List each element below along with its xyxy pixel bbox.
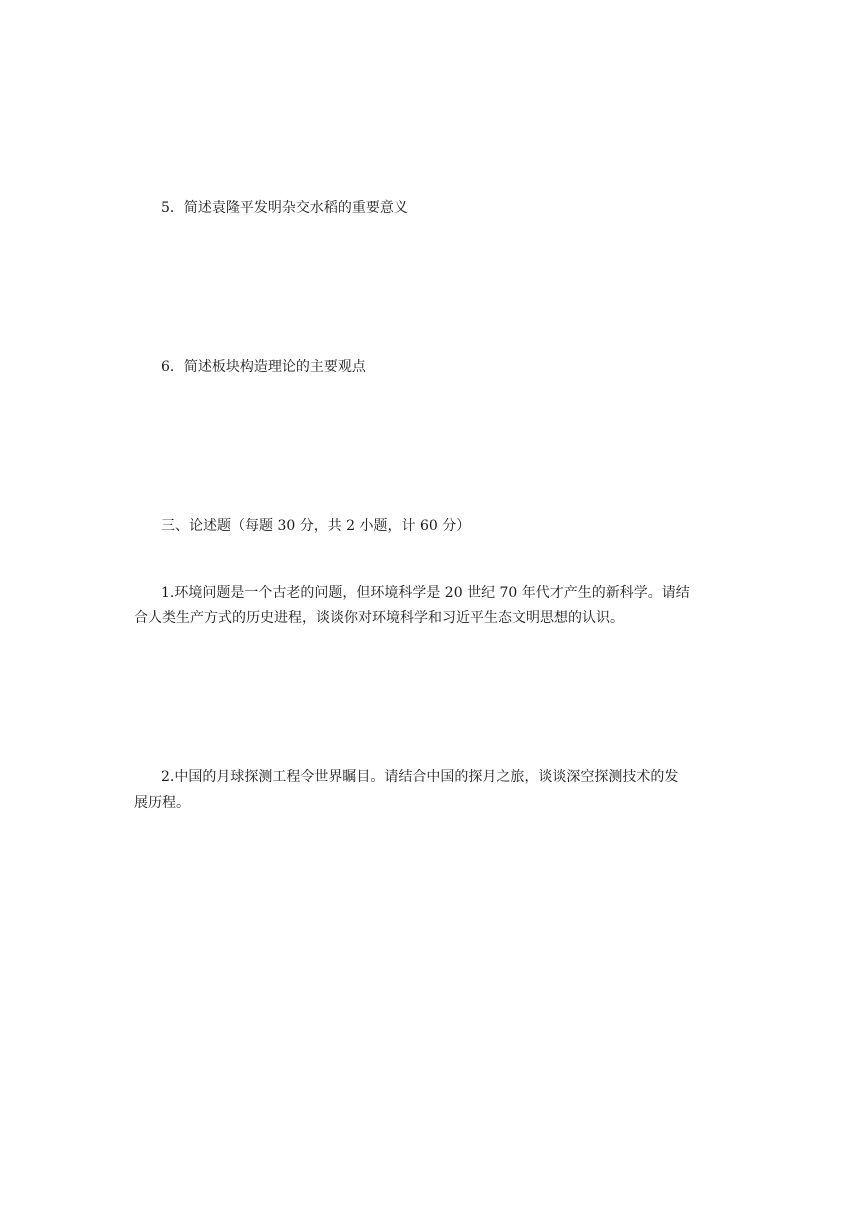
essay-question-2-line-2: 展历程。 bbox=[134, 795, 190, 811]
essay-question-1-line-1: 1.环境问题是一个古老的问题，但环境科学是 20 世纪 70 年代才产生的新科学。请结 bbox=[161, 585, 690, 601]
question-5: 5．简述袁隆平发明杂交水稻的重要意义 bbox=[161, 200, 408, 216]
essay-section-heading: 三、论述题（每题 30 分，共 2 小题，计 60 分） bbox=[161, 518, 471, 534]
essay-question-2-line-1: 2.中国的月球探测工程令世界瞩目。请结合中国的探月之旅，谈谈深空探测技术的发 bbox=[161, 769, 679, 785]
question-6: 6．简述板块构造理论的主要观点 bbox=[161, 359, 366, 375]
essay-question-1-line-2: 合人类生产方式的历史进程，谈谈你对环境科学和习近平生态文明思想的认识。 bbox=[134, 610, 624, 626]
